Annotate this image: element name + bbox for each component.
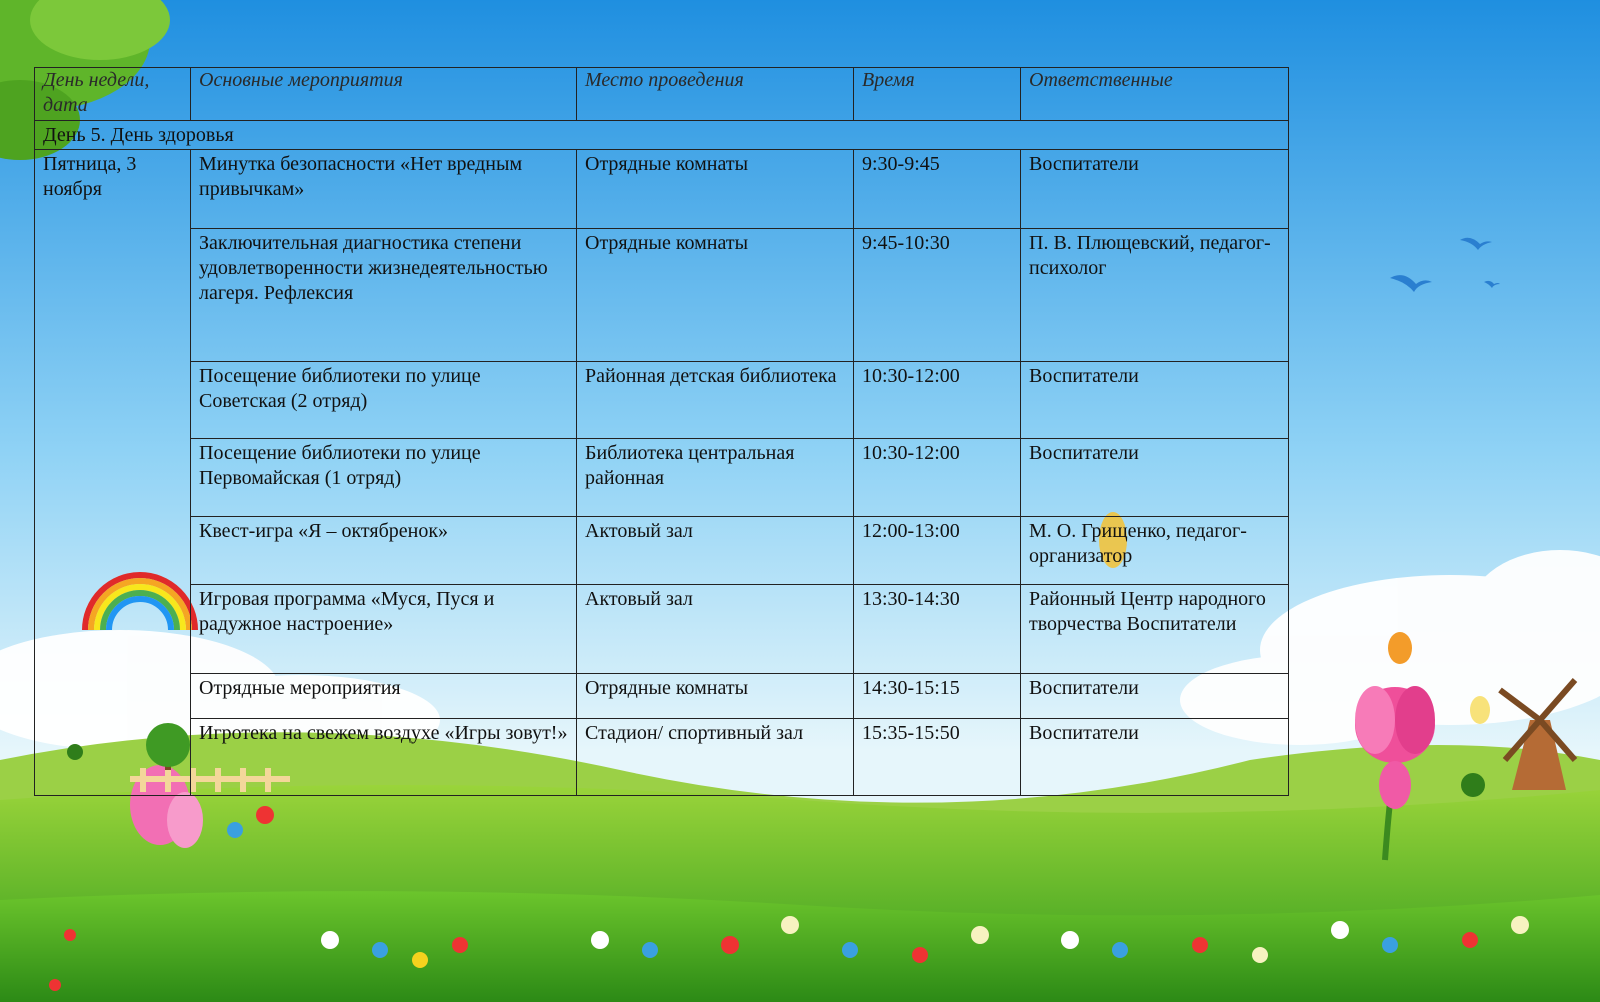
event-cell: Квест-игра «Я – октябренок» — [191, 517, 577, 585]
header-place: Место проведения — [577, 68, 854, 121]
header-responsible: Ответственные — [1021, 68, 1289, 121]
responsible-cell: Воспитатели — [1021, 150, 1289, 229]
responsible-cell: Воспитатели — [1021, 719, 1289, 796]
responsible-cell: П. В. Плющевский, педагог-психолог — [1021, 229, 1289, 362]
place-cell: Библиотека центральная районная — [577, 439, 854, 517]
place-cell: Отрядные комнаты — [577, 674, 854, 719]
time-cell: 9:30-9:45 — [854, 150, 1021, 229]
table-row — [35, 517, 1289, 585]
table-row — [35, 362, 1289, 439]
table-row — [35, 719, 1289, 796]
responsible-cell: М. О. Грищенко, педагог-организатор — [1021, 517, 1289, 585]
place-cell: Отрядные комнаты — [577, 229, 854, 362]
event-cell: Минутка безопасности «Нет вредным привычкам» — [191, 150, 577, 229]
header-time: Время — [854, 68, 1021, 121]
time-cell: 14:30-15:15 — [854, 674, 1021, 719]
event-cell: Посещение библиотеки по улице Первомайская (1 отряд) — [191, 439, 577, 517]
table-row — [35, 439, 1289, 517]
day-title-row — [35, 121, 1289, 150]
responsible-cell: Воспитатели — [1021, 439, 1289, 517]
event-cell: Посещение библиотеки по улице Советская (2 отряд) — [191, 362, 577, 439]
header-row — [35, 68, 1289, 121]
place-cell: Отрядные комнаты — [577, 150, 854, 229]
day-title: День 5. День здоровья — [35, 121, 1289, 150]
time-cell: 10:30-12:00 — [854, 439, 1021, 517]
place-cell: Актовый зал — [577, 585, 854, 674]
time-cell: 9:45-10:30 — [854, 229, 1021, 362]
responsible-cell: Воспитатели — [1021, 362, 1289, 439]
place-cell: Актовый зал — [577, 517, 854, 585]
table-row — [35, 674, 1289, 719]
event-cell: Игротека на свежем воздухе «Игры зовут!» — [191, 719, 577, 796]
table-row — [35, 229, 1289, 362]
table-row — [35, 150, 1289, 229]
event-cell: Отрядные мероприятия — [191, 674, 577, 719]
date-cell: Пятница, 3 ноября — [35, 150, 191, 796]
place-cell: Стадион/ спортивный зал — [577, 719, 854, 796]
table-row — [35, 585, 1289, 674]
event-cell: Заключительная диагностика степени удовлетворенности жизнедеятельностью лагеря. Рефлексия — [191, 229, 577, 362]
time-cell: 10:30-12:00 — [854, 362, 1021, 439]
header-events: Основные мероприятия — [191, 68, 577, 121]
time-cell: 12:00-13:00 — [854, 517, 1021, 585]
time-cell: 15:35-15:50 — [854, 719, 1021, 796]
header-day-date: День недели, дата — [35, 68, 191, 121]
schedule-table — [34, 67, 1289, 796]
responsible-cell: Районный Центр народного творчества Воспитатели — [1021, 585, 1289, 674]
event-cell: Игровая программа «Муся, Пуся и радужное настроение» — [191, 585, 577, 674]
time-cell: 13:30-14:30 — [854, 585, 1021, 674]
place-cell: Районная детская библиотека — [577, 362, 854, 439]
responsible-cell: Воспитатели — [1021, 674, 1289, 719]
